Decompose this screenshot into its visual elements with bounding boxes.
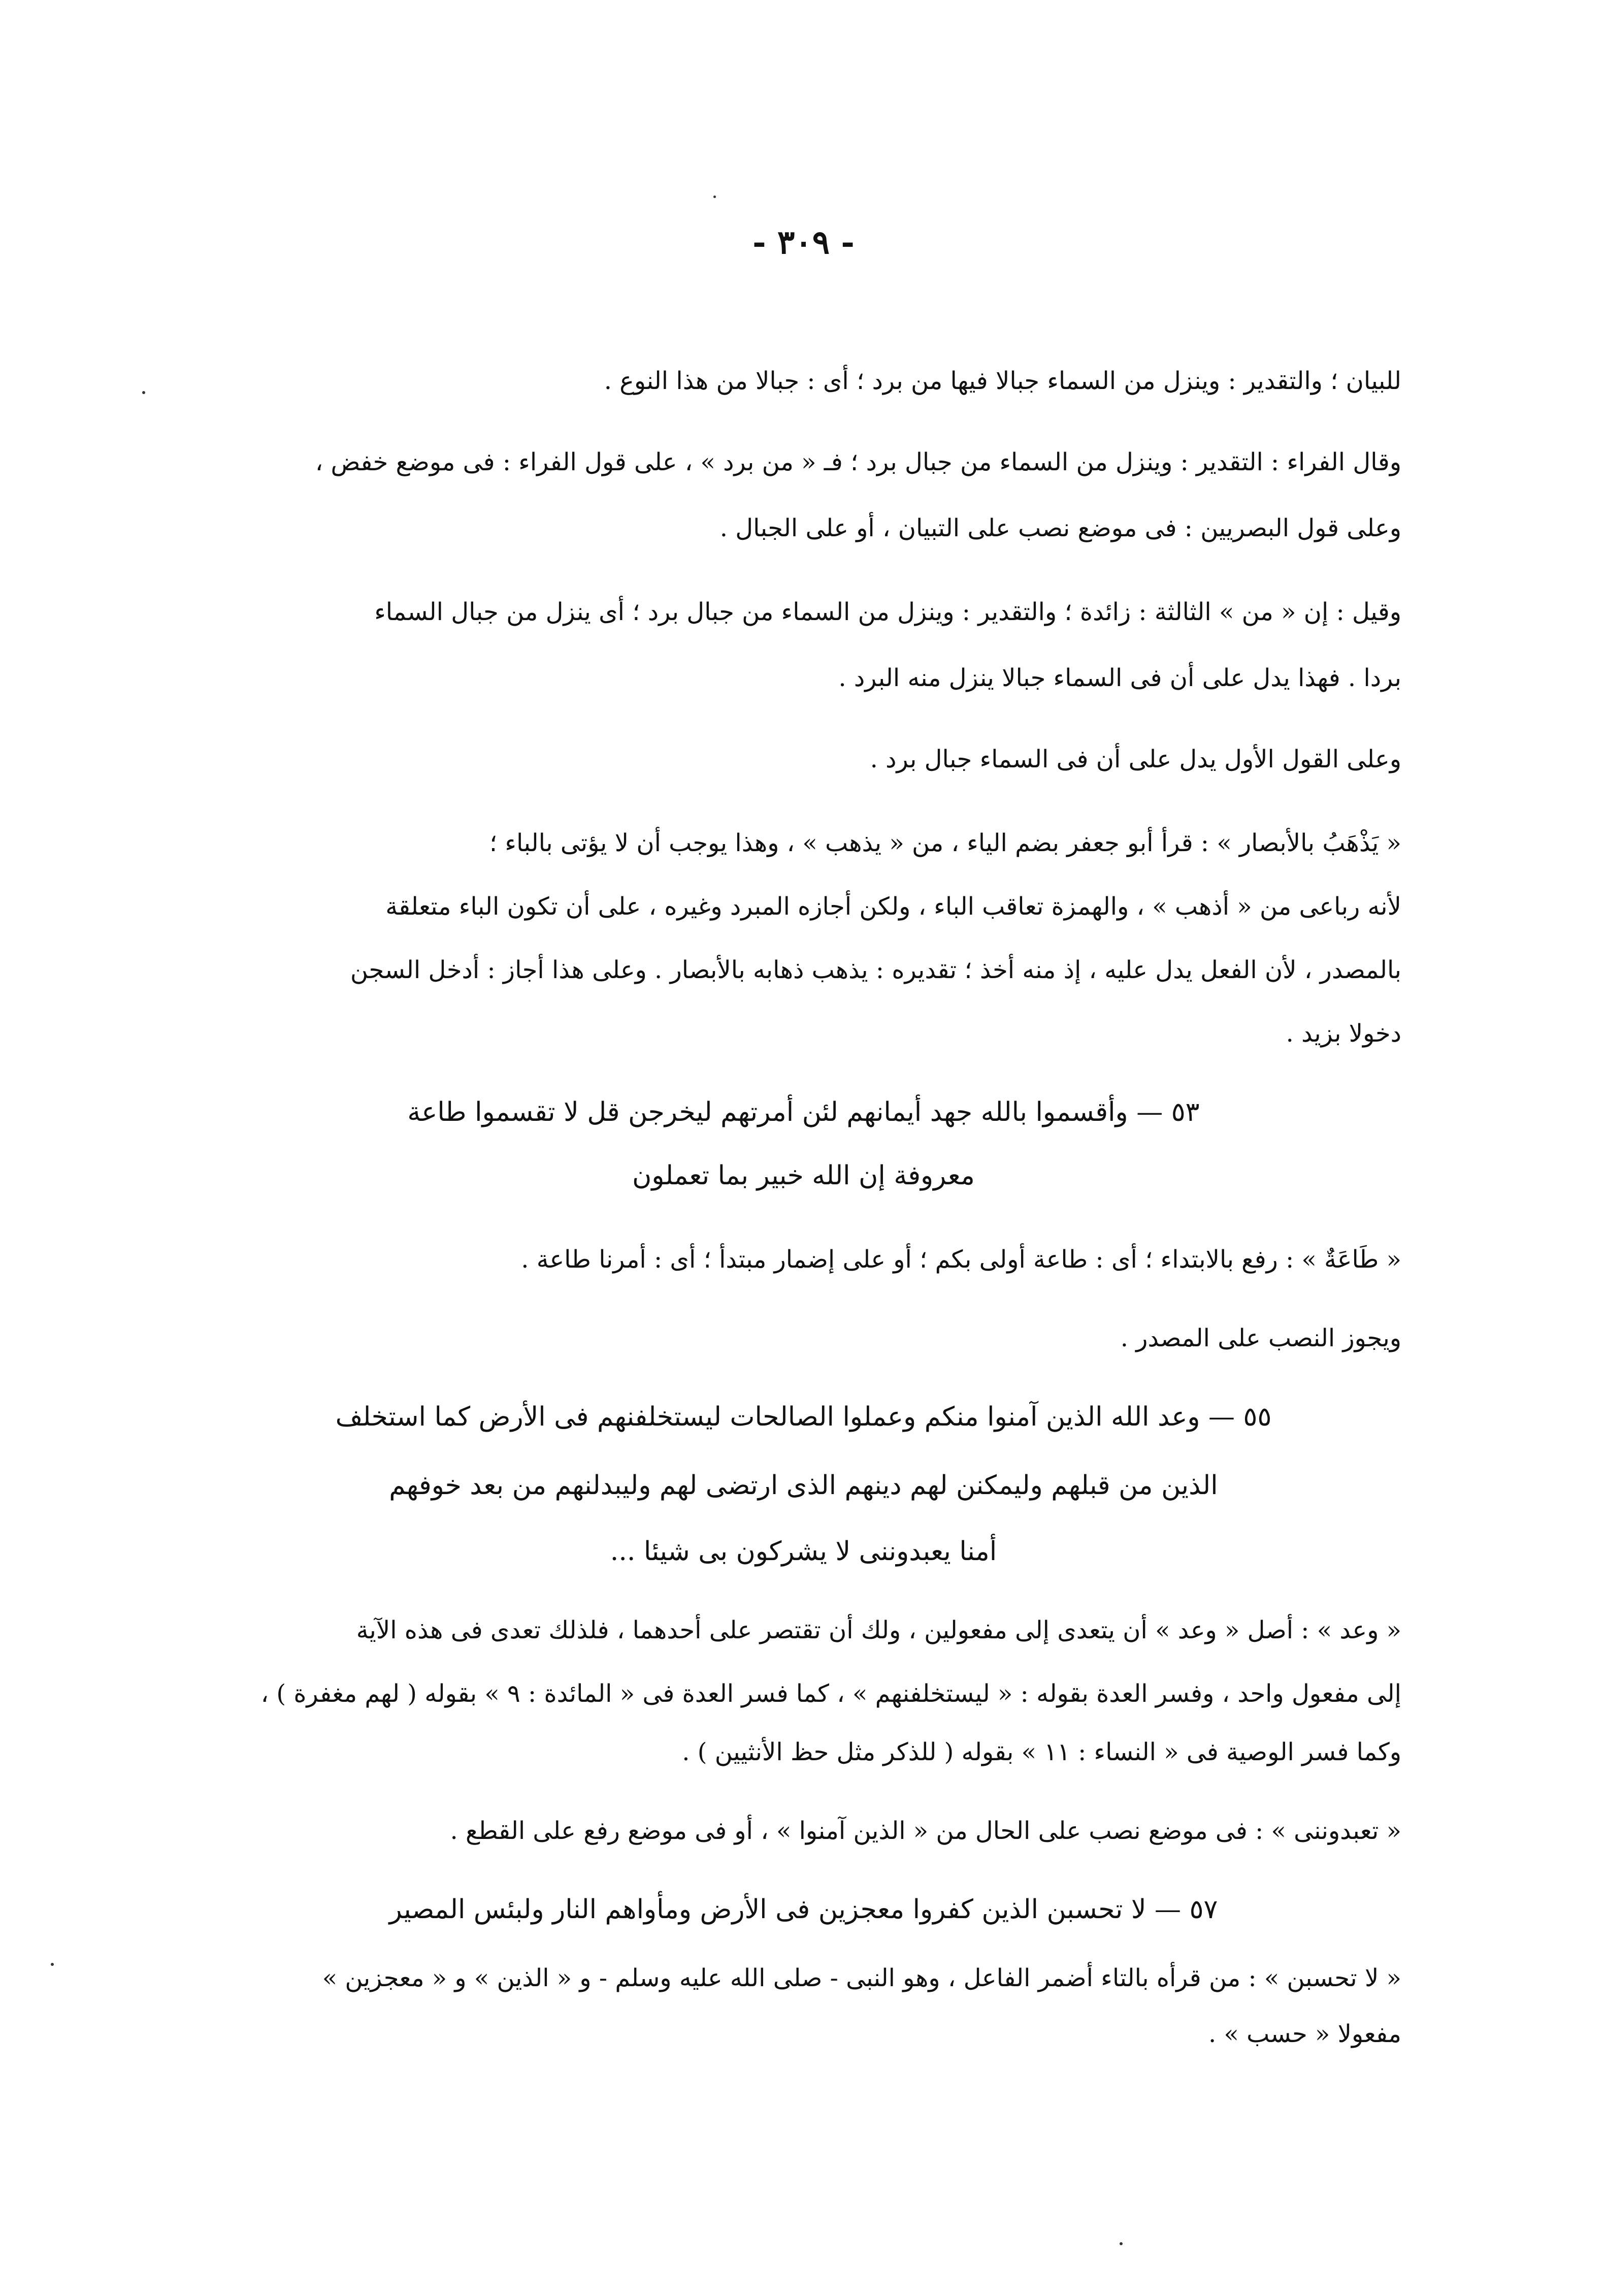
text-line: وعلى القول الأول يدل على أن فى السماء جبال برد . bbox=[870, 745, 1401, 773]
verse-line: معروفة إن الله خبير بما تعملون bbox=[632, 1160, 975, 1191]
verse-line: ٥٥ — وعد الله الذين آمنوا منكم وعملوا الصالحات ليستخلفنهم فى الأرض كما استخلف bbox=[335, 1402, 1272, 1432]
text-line: مفعولا « حسب » . bbox=[1208, 2020, 1401, 2048]
page-number: - ٣٠٩ - bbox=[752, 223, 855, 262]
text-line: وقيل : إن « من » الثالثة : زائدة ؛ والتقدير : وينزل من السماء من جبال برد ؛ أى ينزل من جبال السماء bbox=[374, 598, 1401, 626]
text-line: لأنه رباعى من « أذهب » ، والهمزة تعاقب الباء ، ولكن أجازه المبرد وغيره ، على أن تكون الباء متعلقة bbox=[385, 892, 1401, 921]
text-line: « طَاعَةٌ » : رفع بالابتداء ؛ أى : طاعة أولى بكم ؛ أو على إضمار مبتدأ ؛ أى : أمرنا طاعة . bbox=[521, 1245, 1401, 1274]
text-line: ويجوز النصب على المصدر . bbox=[1120, 1324, 1401, 1352]
scan-speck bbox=[713, 196, 716, 198]
verse-line: أمنا يعبدوننى لا يشركون بى شيئا ... bbox=[610, 1536, 997, 1567]
scan-speck bbox=[1120, 2242, 1123, 2245]
scan-speck bbox=[51, 1963, 54, 1966]
text-line: وقال الفراء : التقدير : وينزل من السماء من جبال برد ؛ فـ « من برد » ، على قول الفراء : فى موضع خفض ، bbox=[315, 448, 1401, 476]
verse-line: الذين من قبلهم وليمكنن لهم دينهم الذى ارتضى لهم وليبدلنهم من بعد خوفهم bbox=[389, 1470, 1218, 1501]
text-line: للبيان ؛ والتقدير : وينزل من السماء جبالا فيها من برد ؛ أى : جبالا من هذا النوع . bbox=[604, 367, 1401, 395]
text-line: دخولا بزيد . bbox=[1286, 1019, 1401, 1048]
text-line: وعلى قول البصريين : فى موضع نصب على التبيان ، أو على الجبال . bbox=[719, 514, 1401, 542]
text-line: « تعبدوننى » : فى موضع نصب على الحال من « الذين آمنوا » ، أو فى موضع رفع على القطع . bbox=[450, 1817, 1401, 1845]
text-line: « وعد » : أصل « وعد » أن يتعدى إلى مفعولين ، ولك أن تقتصر على أحدهما ، فلذلك تعدى فى هذه الآية bbox=[356, 1616, 1401, 1644]
text-line: « يَذْهَبُ بالأبصار » : قرأ أبو جعفر بضم الياء ، من « يذهب » ، وهذا يوجب أن لا يؤتى بالباء ؛ bbox=[489, 829, 1401, 857]
scan-speck bbox=[142, 391, 145, 394]
verse-line: ٥٧ — لا تحسبن الذين كفروا معجزين فى الأرض ومأواهم النار ولبئس المصير bbox=[389, 1894, 1218, 1925]
text-line: إلى مفعول واحد ، وفسر العدة بقوله : « ليستخلفنهم » ، كما فسر العدة فى « المائدة : ٩ » بقوله ( لهم مغفرة ) ، bbox=[260, 1679, 1401, 1708]
text-line: وكما فسر الوصية فى « النساء : ١١ » بقوله ( للذكر مثل حظ الأنثيين ) . bbox=[682, 1738, 1401, 1766]
text-line: بالمصدر ، لأن الفعل يدل عليه ، إذ منه أخذ ؛ تقديره : يذهب ذهابه بالأبصار . وعلى هذا أجاز : أدخل السجن bbox=[350, 956, 1401, 984]
verse-line: ٥٣ — وأقسموا بالله جهد أيمانهم لئن أمرتهم ليخرجن قل لا تقسموا طاعة bbox=[407, 1097, 1200, 1127]
text-line: « لا تحسبن » : من قرأه بالتاء أضمر الفاعل ، وهو النبى - صلى الله عليه وسلم - و « الذين » و « معجزين » bbox=[322, 1964, 1401, 1992]
text-line: بردا . فهذا يدل على أن فى السماء جبالا ينزل منه البرد . bbox=[838, 664, 1401, 692]
